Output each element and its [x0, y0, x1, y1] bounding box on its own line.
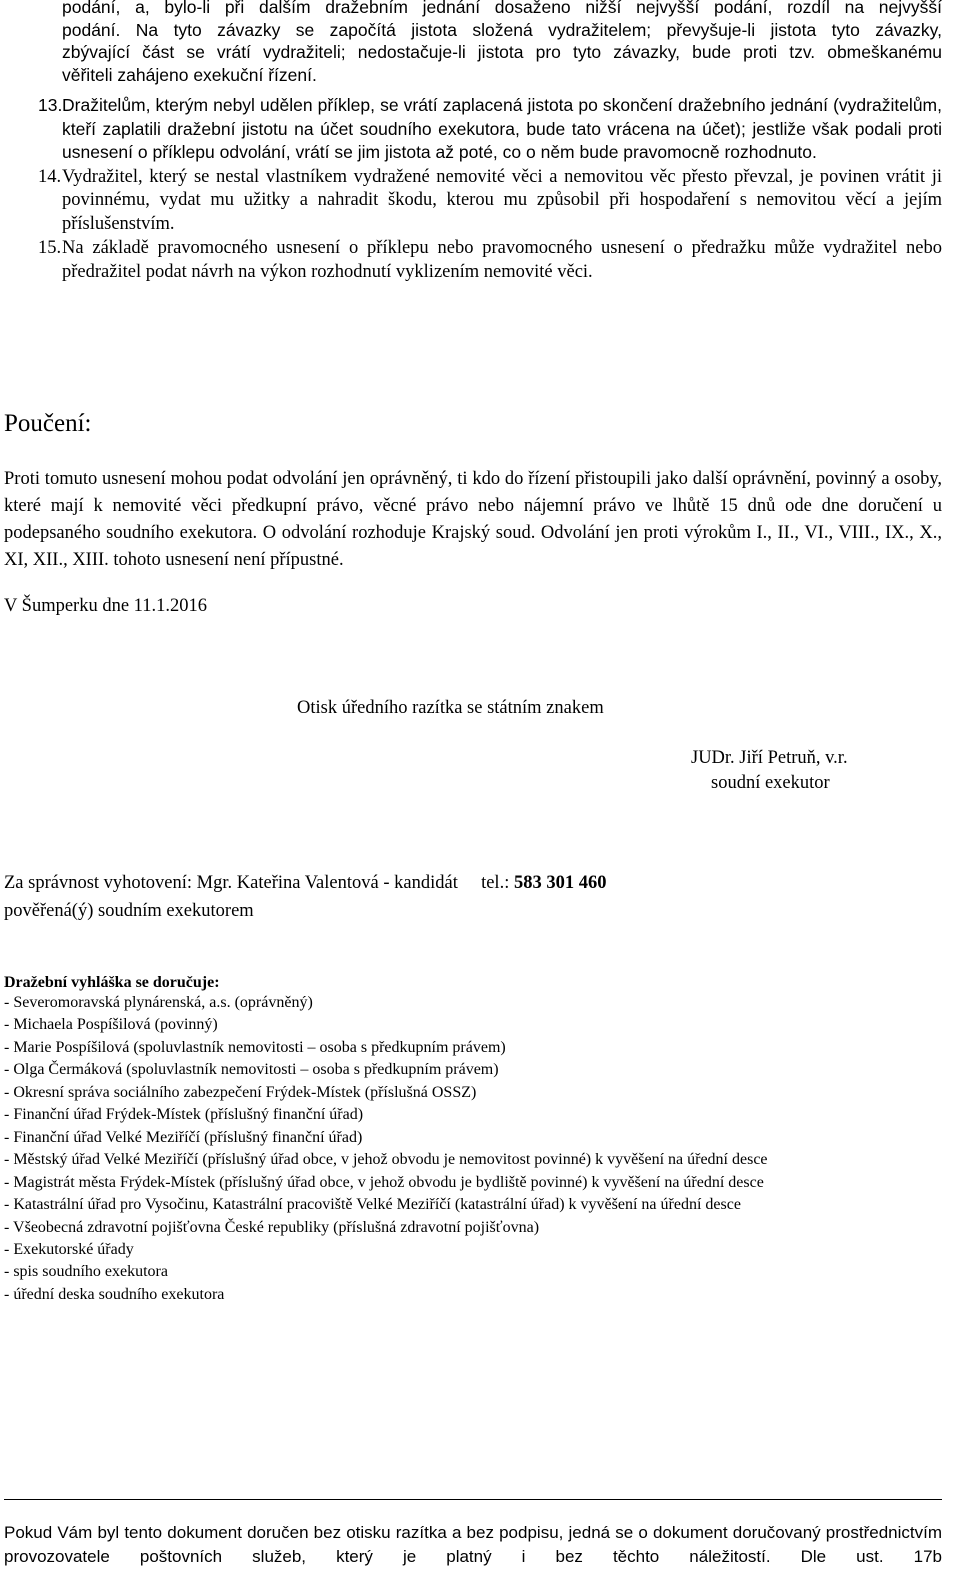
continued-line-4: věřiteli zahájeno exekuční řízení.	[62, 64, 317, 85]
pouceni-text: Proti tomuto usnesení mohou podat odvolání jen oprávněný, ti kdo do řízení přistoupili jako další oprávnění, povinný a osoby, které mají k nemovité věci předkupní právo, věcné právo nebo nájemní právo ve lhůtě 15 dnů ode dne doručení u podepsaného soudního exekutora. O odvolání rozhoduje Krajský soud. Odvolání jen proti výrokům I., II., VI., VIII., IX., X., XI, XII., XIII. tohoto usnesení není přípustné.	[4, 469, 942, 570]
footer-divider	[4, 1499, 942, 1500]
recipient-item: - Magistrát města Frýdek-Místek (příslušný úřad obce, v jehož obvodu je bydliště povinné) k vyvěšení na úřední desce	[4, 1173, 764, 1191]
recipient-item: - Finanční úřad Frýdek-Místek (příslušný finanční úřad)	[4, 1106, 364, 1124]
recipient-item: - Michaela Pospíšilová (povinný)	[4, 1016, 218, 1034]
item-14-text: Vydražitel, který se nestal vlastníkem vydražené nemovité věci a nemovitou věc přesto převzal, je povinen vrátit ji povinnému, vydat mu užitky a nahradit škodu, kterou mu způsobil při hospodaření s nemovitou věcí a jejím příslušenstvím.	[62, 166, 942, 234]
recipient-list	[4, 992, 944, 1306]
signatory-name: JUDr. Jiří Petruň, v.r.	[691, 748, 848, 768]
continued-line-2-part-1: podání.	[62, 19, 121, 40]
item-15-number: 15.	[38, 238, 62, 258]
continued-line-1: podání, a, bylo-li při dalším dražebním jednání dosaženo nižší nejvyšší podání, rozdíl na nejvyšší	[62, 0, 942, 17]
continued-line-2-part-2: Na tyto závazky se započítá jistota složená vydražitelem; převyšuje-li jistota tyto závazky,	[135, 19, 942, 40]
recipient-item: - Marie Pospíšilová (spoluvlastník nemovitosti – osoba s předkupním právem)	[4, 1038, 506, 1056]
stamp-note: Otisk úředního razítka se státním znakem	[297, 698, 604, 718]
continued-paragraph	[62, 0, 942, 86]
item-13-number: 13.	[38, 95, 63, 115]
item-13-text: Dražitelům, kterým nebyl udělen příklep, se vrátí zaplacená jistota po skončení dražebního jednání (vydražitelům, kteří zaplatili dražební jistotu na účet soudního exekutora, bude tato vrácena na účet); jestliže však podali proti usnesení o příklepu odvolání, vrátí se jim jistota až poté, co o něm bude pravomocně rozhodnuto.	[62, 95, 942, 162]
tel-number: 583 301 460	[513, 873, 607, 893]
recipient-item: - Městský úřad Velké Meziříčí (příslušný úřad obce, v jehož obvodu je nemovitost povinné) k vyvěšení na úřední desce	[4, 1151, 768, 1169]
numbered-items	[38, 94, 942, 284]
continued-line-2	[62, 19, 942, 42]
item-13	[38, 94, 942, 165]
correctness-line	[4, 873, 606, 894]
recipient-item: - Katastrální úřad pro Vysočinu, Katastrální pracoviště Velké Meziříčí (katastrální úřad) k vyvěšení na úřední desce	[4, 1196, 741, 1214]
recipient-item: - Exekutorské úřady	[4, 1240, 134, 1258]
recipient-item: - Olga Čermáková (spoluvlastník nemovitosti – osoba s předkupním právem)	[4, 1061, 499, 1079]
continued-line-3: zbývající část se vrátí vydražiteli; nedostačuje-li jistota pro tyto závazky, bude proti tzv. obmeškanému	[62, 42, 942, 62]
signatory-role: soudní exekutor	[711, 773, 830, 793]
footer-text: Pokud Vám byl tento dokument doručen bez otisku razítka a bez podpisu, jedná se o dokument doručovaný prostřednictvím provozovatele poštovních služeb, který je platný i bez těchto náležitostí. Dle ust. 17b	[4, 1523, 942, 1566]
recipient-item: - úřední deska soudního exekutora	[4, 1285, 225, 1303]
recipient-item: - spis soudního exekutora	[4, 1263, 168, 1281]
correctness-prefix: Za správnost vyhotovení: Mgr. Kateřina Valentová - kandidát	[4, 873, 458, 893]
delivery-heading: Dražební vyhláška se doručuje:	[4, 974, 220, 991]
recipient-item: - Finanční úřad Velké Meziříčí (příslušný finanční úřad)	[4, 1128, 363, 1146]
item-15	[38, 237, 942, 284]
tel-label: tel.:	[481, 873, 510, 893]
item-15-text: Na základě pravomocného usnesení o příklepu nebo pravomocného usnesení o předražku může vydražitel nebo předražitel podat návrh na výkon rozhodnutí vyklizením nemovité věci.	[62, 238, 942, 282]
recipient-item: - Všeobecná zdravotní pojišťovna České republiky (příslušná zdravotní pojišťovna)	[4, 1218, 540, 1236]
recipient-item: - Okresní správa sociálního zabezpečení Frýdek-Místek (příslušná OSSZ)	[4, 1083, 477, 1101]
recipient-item: - Severomoravská plynárenská, a.s. (oprávněný)	[4, 994, 313, 1011]
item-14-number: 14.	[38, 166, 62, 187]
place-date: V Šumperku dne 11.1.2016	[4, 596, 207, 616]
pouceni-heading: Poučení:	[4, 410, 92, 437]
item-14	[38, 166, 942, 237]
correctness-line-2: pověřená(ý) soudním exekutorem	[4, 901, 254, 921]
